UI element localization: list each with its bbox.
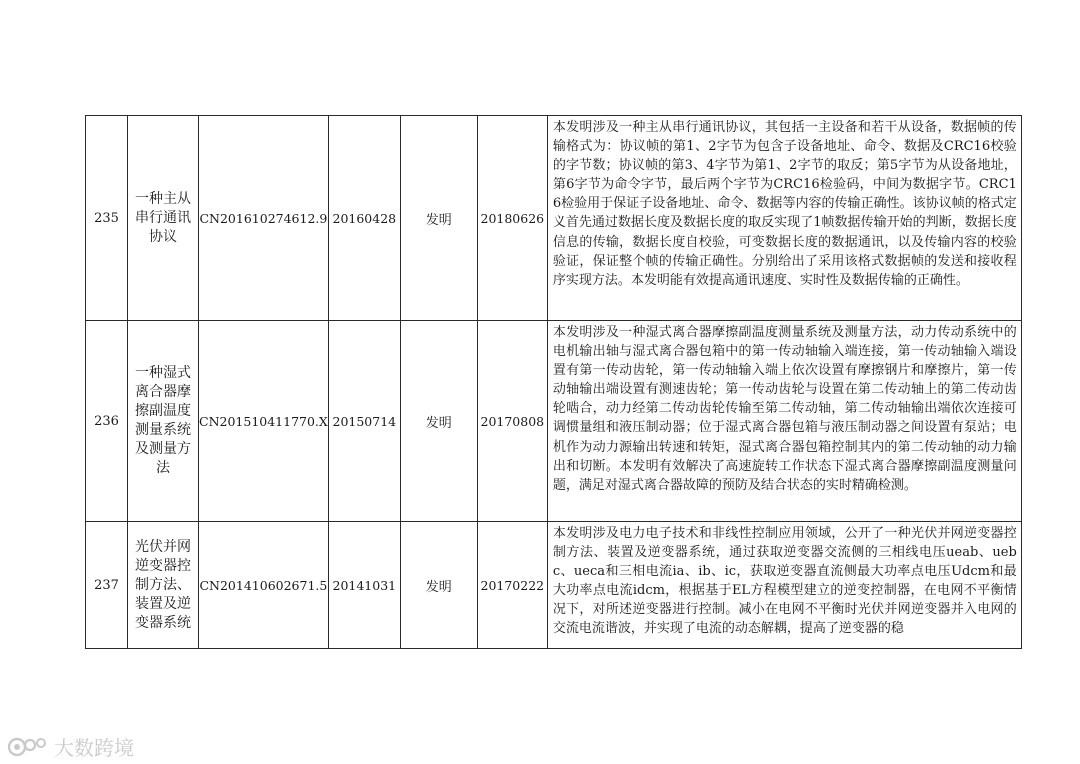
- patent-abstract: 本发明涉及电力电子技术和非线性控制应用领域，公开了一种光伏并网逆变器控制方法、装置及逆变器系统，通过获取逆变器交流侧的三相线电压ueab、uebc、ueca和三相电流ia、ib、ic，获取逆变器直流侧最大功率点电压Udcm和最大功率点电流idcm，根据基于EL方程模型建立的逆变控制器，在电网不平衡情况下，对所述逆变器进行控制。减小在电网不平衡时光伏并网逆变器并入电网的交流电流谐波，并实现了电流的动态解耦，提高了逆变器的稳: [552, 526, 1017, 637]
- patent-title: 一种主从串行通讯协议: [128, 116, 199, 321]
- grant-date: 20170808: [477, 321, 547, 522]
- application-date: 20141031: [328, 522, 400, 649]
- table-row: [86, 116, 1022, 321]
- patent-abstract: 本发明涉及一种湿式离合器摩擦副温度测量系统及测量方法，动力传动系统中的电机输出轴与湿式离合器包箱中的第一传动轴输入端连接，第一传动轴输入端设置有第一传动齿轮，第一传动轴输入端上依次设置有摩擦钢片和摩擦片，第一传动轴输出端设置有测速齿轮；第一传动齿轮与设置在第二传动轴上的第二传动齿轮啮合，动力经第二传动齿轮传输至第二传动轴，第二传动轴输出端依次连接可调惯量组和液压制动器；位于湿式离合器包箱与液压制动器之间设置有泵站；电机作为动力源输出转速和转矩，湿式离合器包箱控制其内的第二传动轴的动力输出和切断。本发明有效解决了高速旋转工作状态下湿式离合器摩擦副温度测量问题，满足对湿式离合器故障的预防及结合状态的实时精确检测。: [547, 321, 1021, 522]
- row-number: 235: [86, 116, 128, 321]
- application-date: 20150714: [328, 321, 400, 522]
- application-number: CN201510411770.X: [199, 321, 329, 522]
- patent-abstract: 本发明涉及一种主从串行通讯协议，其包括一主设备和若干从设备，数据帧的传输格式为：协议帧的第1、2字节为包含子设备地址、命令、数据及CRC16校验的字节数；协议帧的第3、4字节为第1、2字节的取反；第5字节为从设备地址，第6字节为命令字节，最后两个字节为CRC16检验码，中间为数据字节。CRC16检验用于保证子设备地址、命令、数据等内容的传输正确性。该协议帧的格式定义首先通过数据长度及数据长度的取反实现了1帧数据传输开始的判断，数据长度信息的传输，数据长度自校验，可变数据长度的数据通讯，以及传输内容的校验验证，保证整个帧的传输正确性。分别给出了采用该格式数据帧的发送和接收程序实现方法。本发明能有效提高通讯速度、实时性及数据传输的正确性。: [547, 116, 1021, 321]
- watermark: [8, 732, 134, 761]
- patent-type: 发明: [400, 321, 477, 522]
- grant-date: 20180626: [477, 116, 547, 321]
- patent-title: 一种湿式离合器摩擦副温度测量系统及测量方法: [128, 321, 199, 522]
- patent-type: 发明: [400, 116, 477, 321]
- patent-abstract-cell: [547, 522, 1021, 649]
- table-row: [86, 522, 1022, 649]
- table-row: [86, 321, 1022, 522]
- patent-type: 发明: [400, 522, 477, 649]
- watermark-text: 大数跨境: [54, 736, 134, 760]
- application-number: CN201610274612.9: [199, 116, 329, 321]
- row-number: 236: [86, 321, 128, 522]
- application-date: 20160428: [328, 116, 400, 321]
- patent-title: 光伏并网逆变器控制方法、装置及逆变器系统: [128, 522, 199, 649]
- grant-date: 20170222: [477, 522, 547, 649]
- brand-logo-icon: [8, 735, 48, 759]
- row-number: 237: [86, 522, 128, 649]
- application-number: CN201410602671.5: [199, 522, 329, 649]
- patent-table: [85, 115, 1022, 649]
